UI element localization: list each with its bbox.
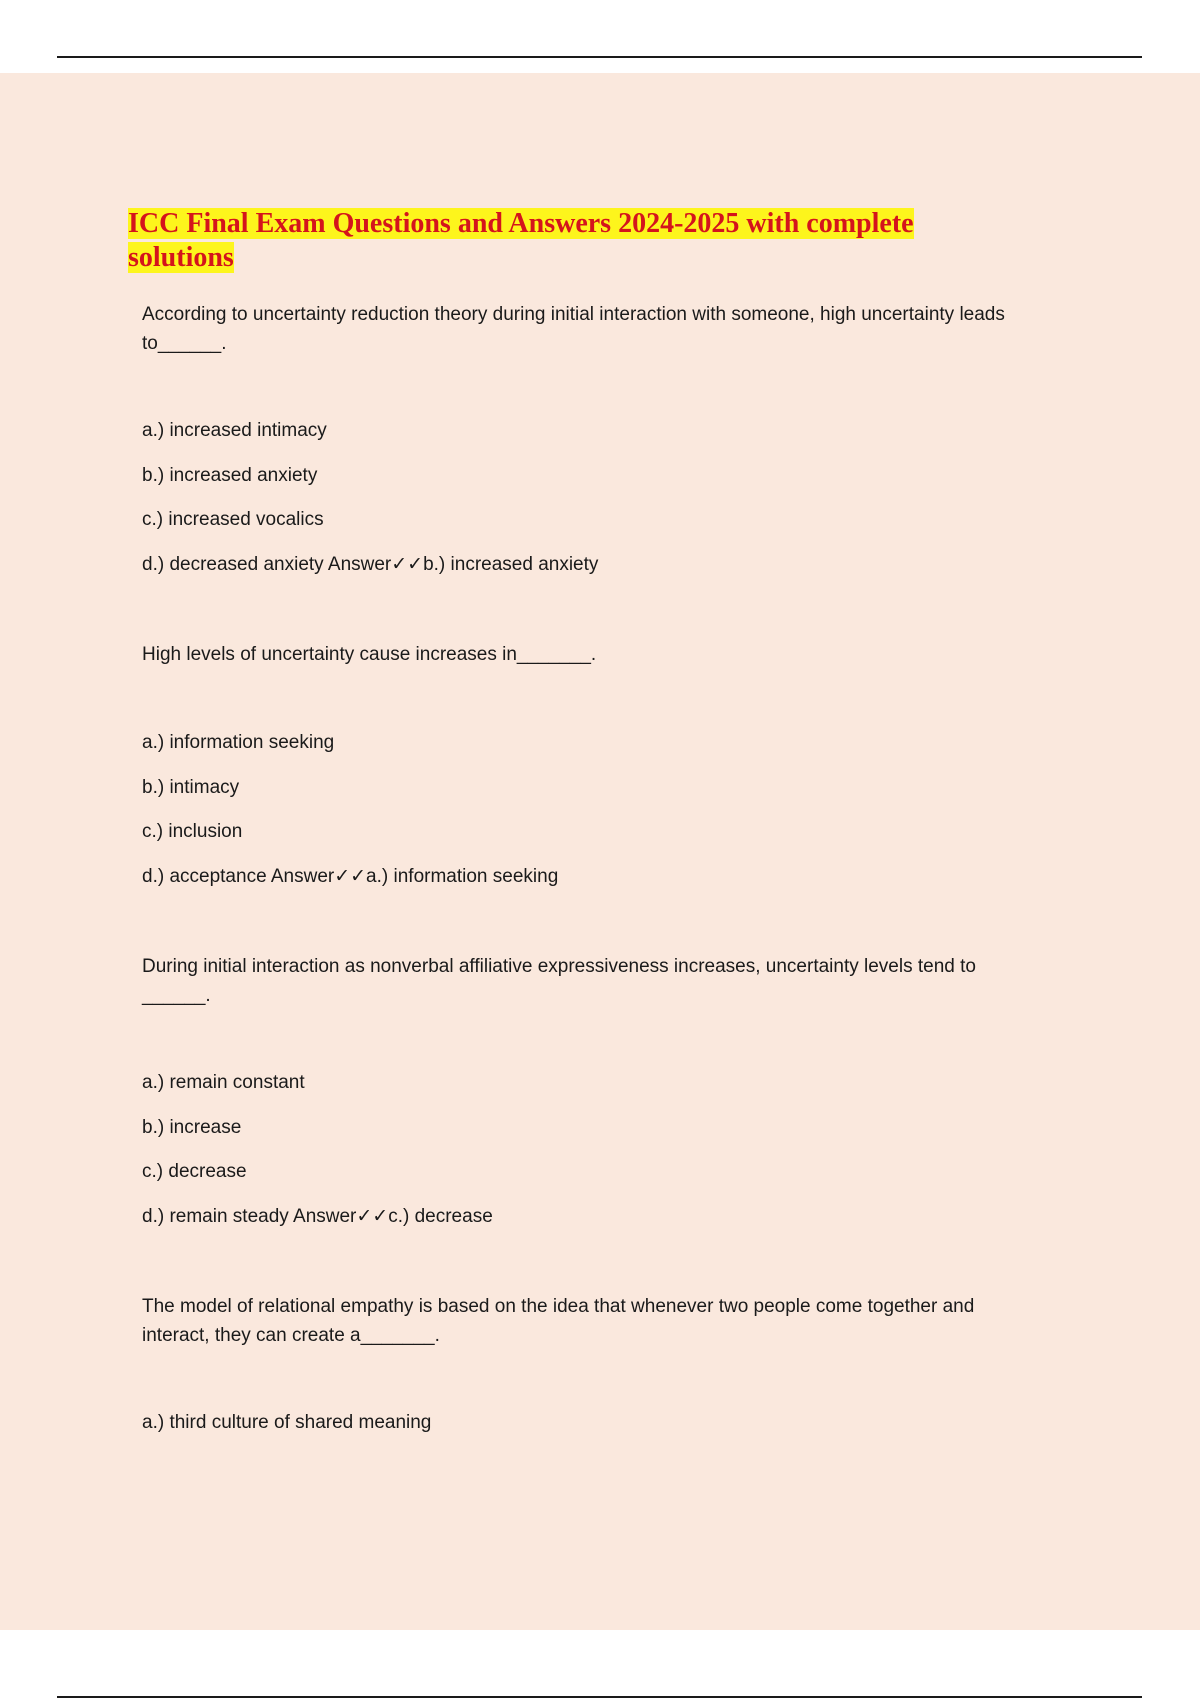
question-1-option-b: b.) increased anxiety [142, 464, 318, 486]
question-3-prompt: During initial interaction as nonverbal affiliative expressiveness increases, uncertainty levels tend to ______. [142, 956, 976, 1006]
question-3-option-a: a.) remain constant [142, 1072, 305, 1093]
question-3-options [142, 1068, 493, 1246]
document-title [128, 207, 988, 275]
question-1-option-a: a.) increased intimacy [142, 420, 327, 441]
question-1-options [142, 416, 598, 594]
question-2-prompt: High levels of uncertainty cause increases in_______. [142, 644, 597, 665]
question-4-options [142, 1408, 431, 1453]
question-2-option-a: a.) information seeking [142, 732, 335, 753]
question-2-options [142, 728, 558, 906]
question-2-option-d-answer: d.) acceptance Answer✓✓a.) information seeking [142, 865, 559, 887]
question-4-prompt: The model of relational empathy is based on the idea that whenever two people come together and interact, they can create a_______. [142, 1296, 975, 1346]
question-2-option-b: b.) intimacy [142, 776, 240, 798]
question-3-option-b: b.) increase [142, 1116, 242, 1138]
question-3-option-c: c.) decrease [142, 1161, 247, 1182]
header-rule [57, 56, 1142, 58]
footer-rule [57, 1696, 1142, 1698]
question-1-prompt: According to uncertainty reduction theory during initial interaction with someone, high uncertainty leads to______. [142, 304, 1005, 354]
document-title-text: ICC Final Exam Questions and Answers 2024-2025 with complete solutions [128, 208, 914, 273]
question-2-option-c: c.) inclusion [142, 821, 243, 842]
question-1-option-d-answer: d.) decreased anxiety Answer✓✓b.) increased anxiety [142, 553, 599, 575]
question-4-option-a: a.) third culture of shared meaning [142, 1412, 432, 1433]
question-3-option-d-answer: d.) remain steady Answer✓✓c.) decrease [142, 1205, 493, 1227]
question-1-option-c: c.) increased vocalics [142, 509, 324, 530]
